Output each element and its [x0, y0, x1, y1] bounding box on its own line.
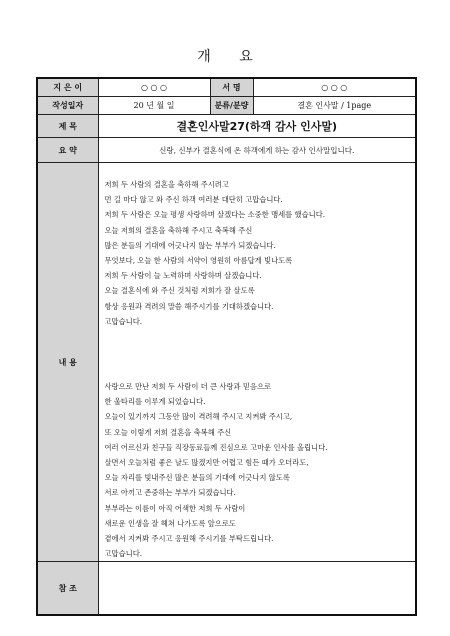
reference-label: 참 조	[37, 562, 98, 616]
date-value[interactable]: 20 년 월 일	[98, 97, 210, 115]
content-line: 많은 분들의 기대에 어긋나지 않는 부부가 되겠습니다.	[104, 240, 276, 250]
content-line: 또 오늘 이렇게 저희 결혼을 축복해 주신	[104, 427, 232, 437]
signature-value[interactable]: ○ ○ ○	[253, 78, 416, 97]
content-label: 내 용	[37, 163, 98, 562]
content-line: 항상 응원과 격려의 말씀 해주시기를 기대하겠습니다.	[104, 301, 274, 311]
content-line: 새로운 인생을 잘 헤쳐 나가도록 앞으로도	[104, 518, 236, 528]
content-line: 부부라는 이름이 아직 어색한 저희 두 사람이	[104, 503, 246, 513]
summary-value[interactable]: 신랑, 신부가 결혼식에 온 하객에게 하는 감사 인사말입니다.	[98, 138, 416, 163]
summary-label: 요 약	[37, 138, 98, 163]
content-paragraph-1	[105, 177, 416, 329]
content-paragraph-2	[105, 379, 416, 561]
content-line: 고맙습니다.	[104, 549, 143, 559]
content-line: 살면서 오늘처럼 좋은 날도 많겠지만 어렵고 힘든 때가 오더라도,	[104, 458, 309, 468]
subject-value[interactable]: 결혼인사말27(하객 감사 인사말)	[98, 115, 416, 138]
content-line: 곁에서 지켜봐 주시고 응원해 주시기를 부탁드립니다.	[104, 534, 274, 544]
subject-label: 제 목	[37, 115, 98, 138]
content-line: 여러 어르신과 친구들 직장동료들께 진심으로 고마운 인사를 올립니다.	[104, 442, 328, 452]
content-line: 한 울타리를 이루게 되었습니다.	[104, 397, 206, 407]
content-line: 서로 아끼고 존중하는 부부가 되겠습니다.	[104, 488, 236, 498]
category-value[interactable]: 결혼 인사말 / 1page	[253, 97, 416, 115]
content-line: 저희 두 사람은 오늘 평생 사랑하며 살겠다는 소중한 맹세를 했습니다.	[104, 210, 326, 220]
content-line: 오늘 결혼식에 와 주신 것처럼 저희가 잘 살도록	[104, 286, 255, 296]
author-label: 지 은 이	[37, 78, 98, 97]
content-line: 오늘이 있기까지 그동안 많이 격려해 주시고 지켜봐 주시고,	[104, 412, 293, 422]
content-line: 무엇보다, 오늘 한 사람의 서약이 영원히 아름답게 빛나도록	[104, 256, 293, 266]
date-label: 작성일자	[37, 97, 98, 115]
content-line: 사랑으로 만난 저희 두 사람이 더 큰 사랑과 믿음으로	[104, 382, 272, 392]
content-line: 고맙습니다.	[104, 316, 143, 326]
reference-value[interactable]	[98, 562, 416, 616]
signature-label: 서 명	[210, 78, 253, 97]
content-line: 먼 길 마다 않고 와 주신 하객 여러분 대단히 고맙습니다.	[104, 195, 283, 205]
document-title: 개 요	[197, 49, 265, 65]
content-line: 오늘 자리를 빛내주신 많은 분들의 기대에 어긋나지 않도록	[104, 473, 290, 483]
paragraph-gap	[105, 329, 416, 379]
content-line: 오늘 저희의 결혼을 축하해 주시고 축복해 주신	[104, 225, 253, 235]
author-value[interactable]: ○ ○ ○	[98, 78, 210, 97]
category-label: 분류/분량	[210, 97, 253, 115]
content-line: 저희 두 사람이 늘 노력하며 사랑하며 살겠습니다.	[104, 271, 262, 281]
overview-form	[36, 77, 417, 616]
content-line: 저희 두 사람의 결혼을 축하해 주시려고	[104, 180, 229, 189]
content-body[interactable]	[98, 163, 416, 562]
